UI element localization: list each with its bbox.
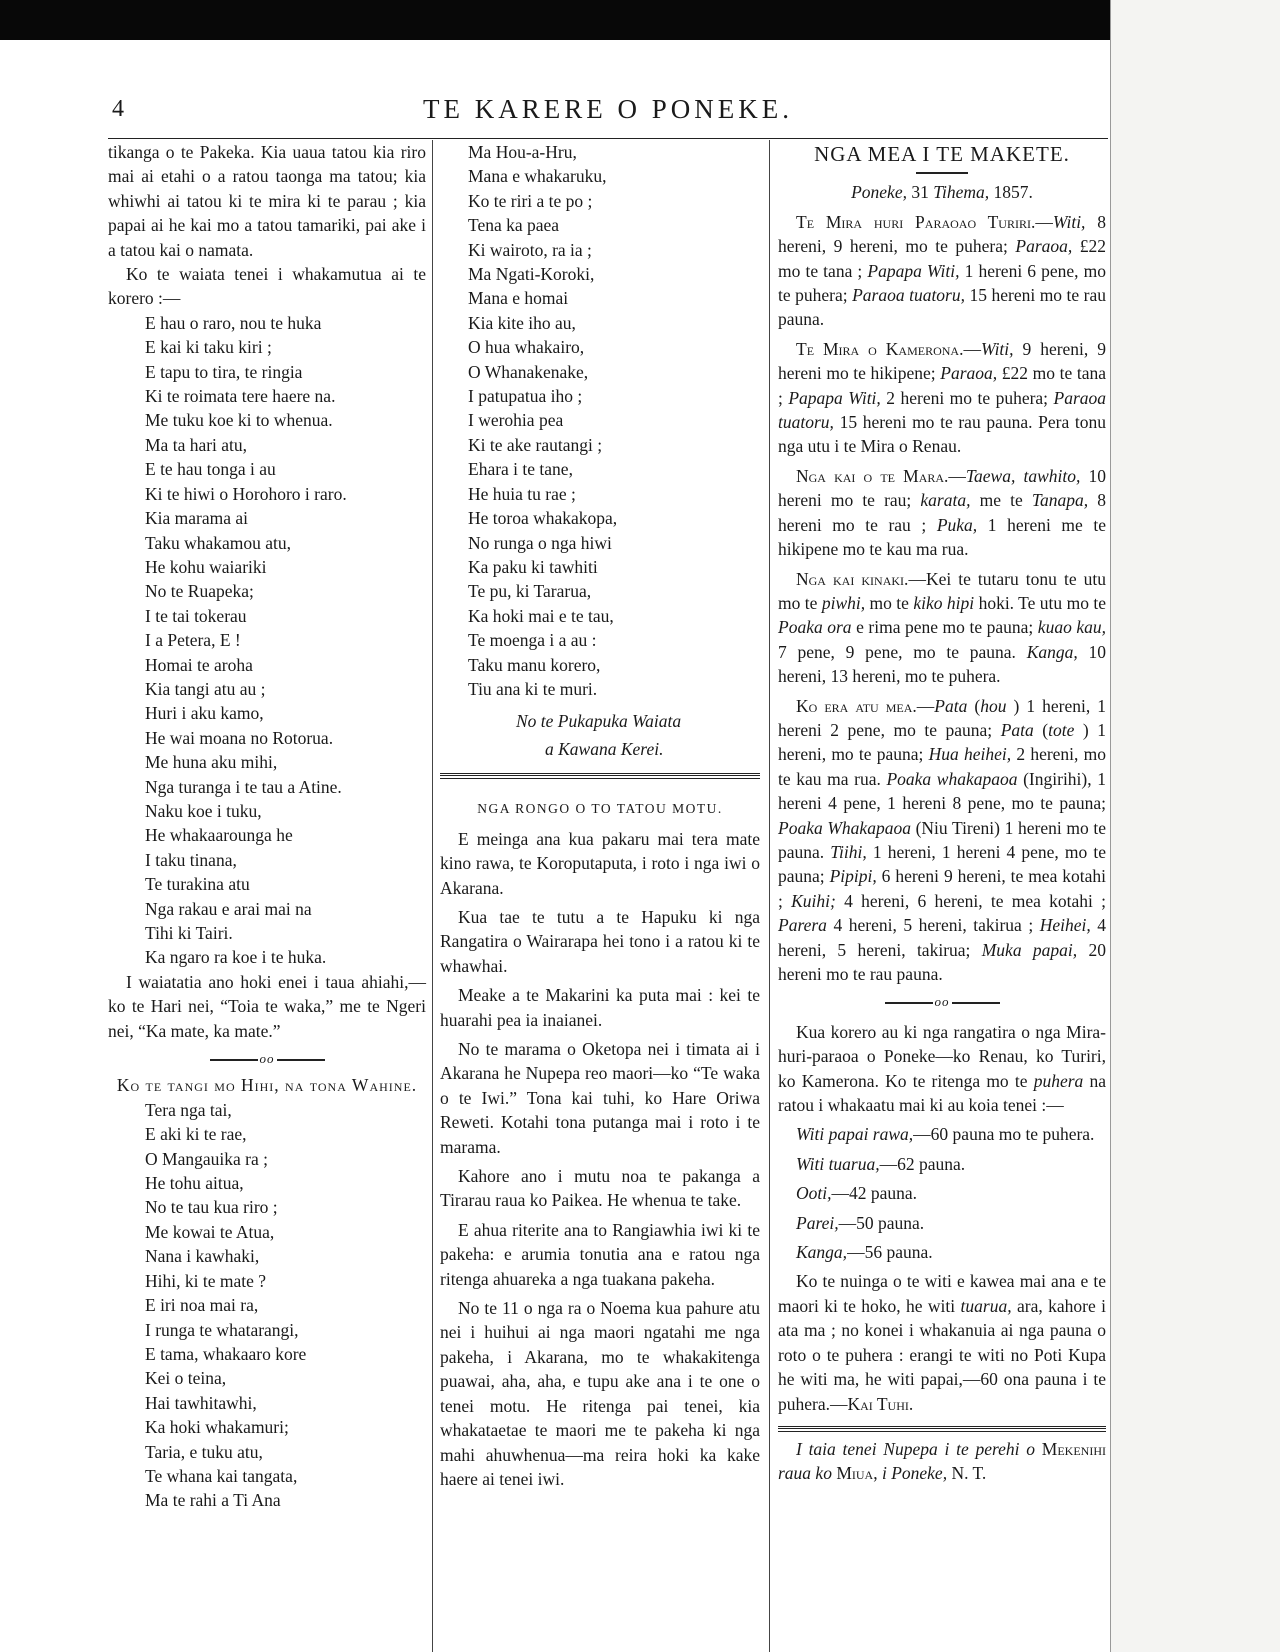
verse-line: Ka hoki whakamuri; bbox=[145, 1417, 289, 1438]
italic-text: Pipipi, bbox=[829, 866, 877, 887]
italic-text: tote bbox=[1048, 719, 1075, 740]
verse-line: Ki te ake rautangi ; bbox=[468, 434, 603, 455]
text-run: ) 1 hereni, mo te pauna; bbox=[778, 719, 1107, 765]
paragraph bbox=[778, 210, 1106, 332]
verse-line: Ko te riri a te po ; bbox=[468, 190, 593, 211]
paragraph bbox=[108, 970, 426, 1043]
text-run: 8 hereni mo te rau ; bbox=[778, 490, 1106, 535]
text-run: —62 pauna. bbox=[879, 1153, 966, 1174]
verse-line: Mana e homai bbox=[468, 288, 569, 309]
small-caps-text: Te Mira o Kamerona. bbox=[796, 338, 964, 359]
verse-line: Huri i aku kamo, bbox=[145, 703, 264, 724]
paragraph bbox=[440, 827, 760, 900]
text-run: 1857. bbox=[989, 182, 1033, 203]
italic-text: Kanga, bbox=[796, 1242, 848, 1263]
small-caps-text: Kai Tuhi. bbox=[847, 1393, 914, 1414]
italic-text: kiko hipi bbox=[913, 592, 975, 613]
italic-text: hou bbox=[980, 695, 1007, 716]
italic-text: Poaka whakapaoa bbox=[886, 768, 1018, 789]
paragraph bbox=[440, 1218, 760, 1291]
italic-text: Paraoa tuatoru, bbox=[852, 285, 965, 306]
small-caps-text: Te Mira huri Paraoao Turiri. bbox=[796, 211, 1036, 232]
verse-line: He whakaarounga he bbox=[145, 825, 293, 846]
text-run: Ko te nuinga o te witi e kawea mai ana e te maori ki te hoko, he witi bbox=[778, 1271, 1106, 1316]
masthead bbox=[108, 92, 1108, 132]
scan-page-edge bbox=[1110, 0, 1280, 1652]
verse-line: Te turakina atu bbox=[145, 874, 250, 895]
italic-text: Tanapa, bbox=[1031, 490, 1089, 511]
section-ornament: oo bbox=[778, 990, 1106, 1014]
verse-line: Ka ngaro ra koe i te huka. bbox=[145, 947, 327, 968]
paragraph bbox=[778, 567, 1106, 689]
verse-line: E te hau tonga i au bbox=[145, 459, 276, 480]
italic-text: piwhi, bbox=[821, 592, 866, 613]
verse-line: E hau o raro, nou te huka bbox=[145, 312, 322, 333]
verse-line: He toroa whakakopa, bbox=[468, 508, 618, 529]
text-run: 4 hereni, 5 hereni, takirua; bbox=[778, 915, 1106, 960]
verse-line: Taku whakamou atu, bbox=[145, 532, 292, 553]
text-run: Kahore ano i mutu noa te pakanga a Tirarau raua ko Paikea. He whenua te take. bbox=[440, 1166, 760, 1211]
verse-line: He huia tu rae ; bbox=[468, 483, 576, 504]
verse-line: Hihi, ki te mate ? bbox=[145, 1270, 267, 1291]
attribution bbox=[440, 707, 760, 763]
italic-text: Pata bbox=[1000, 719, 1034, 740]
text-run: I waiatatia ano hoki enei i taua ahiahi,—ko te Hari nei, “Toia te waka,” me te Ngeri nei, “Ka mate, ka mate.” bbox=[108, 971, 426, 1041]
verse-line: Kia marama ai bbox=[145, 508, 249, 529]
verse-line: Tera nga tai, bbox=[145, 1099, 232, 1120]
text-run: — bbox=[948, 465, 966, 486]
dateline bbox=[778, 180, 1106, 204]
verse-line: He tohu aitua, bbox=[145, 1173, 244, 1194]
text-run: £22 mo te tana ; bbox=[778, 236, 1106, 281]
italic-text: Paraoa, bbox=[940, 363, 998, 384]
italic-text: Witi tuarua, bbox=[796, 1153, 880, 1174]
verse-line: E tapu to tira, te ringia bbox=[145, 361, 303, 382]
verse-line: Kei o teina, bbox=[145, 1368, 227, 1389]
italic-text: Puka, bbox=[936, 514, 978, 535]
italic-text: Tihema, bbox=[933, 182, 990, 203]
text-run: 4 hereni, 5 hereni, takirua ; bbox=[826, 915, 1040, 936]
text-run: No te marama o Oketopa nei i timata ai i Akarana he Nupepa reo maori—ko “Te waka o te Iwi.” Tona kai tuhi, ko Hare Oriwa Reweti. Kotahi tona putanga mai i roto i te marama. bbox=[440, 1039, 760, 1157]
header-rule bbox=[108, 138, 1108, 139]
italic-text: Parera bbox=[778, 915, 827, 936]
text-run: tikanga o te Pakeka. Kia uaua tatou kia riro mai ai etahi o a ratou taonga ma tatou; kia whiwhi ai tatou ki te mira ki te parau ; kia papai ai he kai mo a tatou tamariki, pai ake i a tatou kai o namata. bbox=[108, 142, 426, 260]
text-run: 4 hereni, 6 hereni, te mea kotahi ; bbox=[835, 890, 1106, 911]
verse-line: Naku koe i tuku, bbox=[145, 800, 262, 821]
verse-line: Mana e whakaruku, bbox=[468, 166, 607, 187]
paragraph bbox=[778, 464, 1106, 562]
verse-line: E kai ki taku kiri ; bbox=[145, 337, 272, 358]
column-divider bbox=[769, 140, 770, 1652]
paragraph bbox=[778, 1020, 1106, 1118]
text-run: Meake a te Makarini ka puta mai : kei te huarahi pea ia inaianei. bbox=[440, 985, 760, 1030]
paragraph bbox=[440, 905, 760, 978]
verse-line: O hua whakairo, bbox=[468, 337, 585, 358]
verse bbox=[108, 1098, 426, 1513]
verse-line: Taku manu korero, bbox=[468, 654, 601, 675]
attribution-line: a Kawana Kerei. bbox=[545, 739, 664, 760]
paragraph bbox=[440, 983, 760, 1032]
verse-line: Tihi ki Tairi. bbox=[145, 923, 233, 943]
text-run: — bbox=[916, 695, 935, 716]
text-run: 10 hereni, 13 hereni, mo te puhera. bbox=[778, 641, 1106, 687]
paragraph bbox=[778, 1437, 1106, 1486]
verse-line: Homai te aroha bbox=[145, 654, 253, 675]
scan-top-border bbox=[0, 0, 1110, 40]
italic-text: Witi, bbox=[1052, 211, 1086, 232]
verse-line: He wai moana no Rotorua. bbox=[145, 727, 334, 748]
verse-line: No te tau kua riro ; bbox=[145, 1197, 278, 1218]
verse-line: Nga rakau e arai mai na bbox=[145, 898, 312, 919]
verse-line: Tena ka paea bbox=[468, 215, 560, 236]
italic-text: Kuihi; bbox=[791, 890, 836, 911]
verse-line: No te Ruapeka; bbox=[145, 581, 254, 602]
text-run: Ko te waiata tenei i whakamutua ai te korero :— bbox=[108, 264, 426, 309]
italic-text: Ooti, bbox=[796, 1183, 832, 1204]
verse-line: I taku tinana, bbox=[145, 849, 237, 870]
verse-line: E tama, whakaaro kore bbox=[145, 1343, 307, 1364]
italic-text: Witi papai rawa, bbox=[796, 1124, 914, 1145]
paragraph bbox=[108, 262, 426, 311]
italic-text: Heihei, bbox=[1039, 915, 1091, 936]
paragraph bbox=[778, 1240, 1106, 1264]
verse bbox=[440, 140, 760, 701]
italic-text: i Poneke, bbox=[877, 1463, 952, 1484]
verse-line: I a Petera, E ! bbox=[145, 630, 241, 651]
verse-line: Ma ta hari atu, bbox=[145, 434, 248, 455]
text-run: N. T. bbox=[951, 1463, 987, 1484]
verse-line: Ma te rahi a Ti Ana bbox=[145, 1490, 281, 1511]
text-run: 2 hereni, mo te kau ma rua. bbox=[778, 744, 1106, 789]
paragraph bbox=[778, 1152, 1106, 1176]
italic-text: Poneke, bbox=[851, 182, 907, 203]
italic-text: Parei, bbox=[796, 1212, 839, 1233]
verse-line: Me huna aku mihi, bbox=[145, 752, 278, 773]
text-run: —50 pauna. bbox=[838, 1212, 925, 1233]
verse-line: Ka paku ki tawhiti bbox=[468, 556, 598, 577]
verse-line: Tiu ana ki te muri. bbox=[468, 678, 598, 699]
text-run: E ahua riterite ana to Rangiawhia iwi ki te pakeha: e arumia tonutia ana e ratou nga ritenga ahuareka a nga tuakana pakeha. bbox=[440, 1219, 760, 1289]
verse-line: Kia kite iho au, bbox=[468, 312, 576, 333]
text-run: e rima pene mo te pauna; bbox=[851, 617, 1038, 638]
paragraph bbox=[778, 337, 1106, 459]
verse-line: Me kowai te Atua, bbox=[145, 1221, 275, 1242]
paragraph bbox=[778, 694, 1106, 987]
text-run: —42 pauna. bbox=[831, 1183, 918, 1204]
verse-line: Nana i kawhaki, bbox=[145, 1246, 260, 1267]
italic-text: raua ko bbox=[778, 1463, 837, 1484]
verse-line: O Mangauika ra ; bbox=[145, 1148, 268, 1169]
verse-line: Te whana kai tangata, bbox=[145, 1465, 298, 1486]
attribution-line: No te Pukapuka Waiata bbox=[516, 711, 682, 732]
verse-line: O Whanakenake, bbox=[468, 361, 589, 382]
text-run: 31 bbox=[906, 182, 934, 203]
section-heading: NGA RONGO O TO TATOU MOTU. bbox=[477, 801, 723, 817]
verse-line: Nga turanga i te tau a Atine. bbox=[145, 776, 342, 797]
section-ornament: oo bbox=[108, 1047, 426, 1071]
italic-text: puhera bbox=[1033, 1070, 1084, 1091]
text-run: —56 pauna. bbox=[847, 1242, 933, 1263]
text-run: ara, kahore i ata ma ; no konei i whakanuia ai nga pauna o roto o te puhera : erangi te witi no Poti Kupa he witi ma, he witi papai,—60 ona pauna i te puhera.— bbox=[778, 1295, 1106, 1414]
ornament-rule bbox=[916, 172, 968, 174]
column-divider bbox=[432, 140, 433, 1652]
text-run: 10 hereni mo te rau; bbox=[778, 465, 1106, 511]
verse-line: Taria, e tuku atu, bbox=[145, 1441, 263, 1462]
text-run: na ratou i whakaatu mai ki au koia tenei :— bbox=[778, 1070, 1106, 1116]
paragraph bbox=[778, 1122, 1106, 1146]
verse-line: I runga te whatarangi, bbox=[145, 1319, 299, 1340]
text-run: ( bbox=[1033, 719, 1049, 740]
column-2 bbox=[440, 140, 760, 1491]
small-caps-text: Miua, bbox=[836, 1463, 878, 1484]
section-heading: NGA MEA I TE MAKETE. bbox=[814, 142, 1070, 166]
text-run: 8 hereni, 9 hereni, mo te puhera; bbox=[778, 211, 1107, 257]
column-3 bbox=[778, 140, 1106, 1486]
verse-line: Ma Ngati-Koroki, bbox=[468, 264, 595, 285]
text-run: 20 hereni mo te rau pauna. bbox=[778, 939, 1106, 984]
page-number: 4 bbox=[112, 96, 124, 122]
column-1 bbox=[108, 140, 426, 1513]
italic-text: Kanga, bbox=[1026, 641, 1078, 662]
paragraph bbox=[108, 140, 426, 262]
italic-text: karata, bbox=[920, 490, 971, 511]
text-run: No te 11 o nga ra o Noema kua pahure atu nei i huihui ai nga maori ngatahi me nga pakeha, i Akarana, mo te whakakitenga puawai, aha, aha, e tupu ake ana i te one o tenei motu. He ritenga pai tenei, kia whakataetae te maori me te pakeha ki nga mahi ahuwhenua—ma reira hoki ka kake haere ai tenei iwi. bbox=[440, 1298, 760, 1489]
text-run: 2 hereni mo te puhera; bbox=[880, 387, 1054, 408]
verse-line: Hai tawhitawhi, bbox=[145, 1392, 257, 1413]
verse-line: E aki ki te rae, bbox=[145, 1124, 247, 1145]
section-heading: Ko te tangi mo Hihi, na tona Wahine. bbox=[116, 1075, 418, 1096]
double-rule bbox=[440, 773, 760, 779]
verse-line: Kia tangi atu au ; bbox=[145, 678, 266, 699]
verse-line: No runga o nga hiwi bbox=[468, 532, 612, 553]
italic-text: tuarua, bbox=[960, 1295, 1012, 1316]
small-caps-text: Ko era atu mea. bbox=[796, 695, 917, 716]
small-caps-text: Nga kai o te Mara. bbox=[796, 465, 949, 486]
text-run: (Ingirihi), 1 hereni 4 pene, 1 hereni 8 pene, mo te pauna; bbox=[778, 768, 1106, 814]
italic-text: Poaka ora bbox=[778, 617, 852, 638]
italic-text: Papapa Witi, bbox=[867, 260, 960, 281]
paragraph bbox=[440, 1296, 760, 1491]
text-run: 1 hereni, 1 hereni 4 pene, mo te pauna; bbox=[778, 841, 1106, 887]
verse-line: E iri noa mai ra, bbox=[145, 1295, 259, 1316]
verse-line: I patupatua iho ; bbox=[468, 386, 583, 407]
italic-text: Muka papai, bbox=[981, 939, 1078, 960]
text-run: (Niu Tireni) 1 hereni mo te pauna. bbox=[778, 817, 1106, 862]
text-run: 1 hereni me te hikipene mo te kau ma rua. bbox=[778, 514, 1106, 560]
text-run: Kua korero au ki nga rangatira o nga Mira-huri-paraoa o Poneke—ko Renau, ko Turiri, ko Kamerona. Ko te ritenga mo te bbox=[778, 1021, 1106, 1091]
italic-text: Hua heihei, bbox=[928, 744, 1012, 765]
text-run: ) 1 hereni, 1 hereni 2 pene, mo te pauna; bbox=[778, 695, 1106, 740]
paragraph bbox=[778, 1211, 1106, 1235]
verse-line: Te moenga i a au : bbox=[468, 630, 597, 651]
paragraph bbox=[778, 1269, 1106, 1415]
text-run: £22 mo te tana ; bbox=[778, 363, 1107, 408]
italic-text: Paraoa tuatoru, bbox=[778, 387, 1106, 433]
verse-line: Me tuku koe ki to whenua. bbox=[145, 410, 333, 431]
small-caps-text: Mekenihi bbox=[1041, 1438, 1106, 1459]
text-run: mo te bbox=[865, 592, 914, 613]
text-run: 9 hereni, 9 hereni mo te hikipene; bbox=[778, 338, 1106, 384]
italic-text: Pata bbox=[934, 695, 968, 716]
verse-line: I werohia pea bbox=[468, 410, 564, 431]
verse-line: I te tai tokerau bbox=[145, 605, 247, 626]
text-run: — bbox=[1035, 211, 1053, 232]
verse bbox=[108, 311, 426, 970]
text-run: —60 pauna mo te puhera. bbox=[913, 1124, 1095, 1145]
small-caps-text: Nga kai kinaki. bbox=[796, 568, 909, 589]
verse-line: Ka hoki mai e te tau, bbox=[468, 605, 614, 626]
double-rule bbox=[778, 1426, 1106, 1432]
italic-text: Paraoa, bbox=[1015, 236, 1073, 257]
text-run: 7 pene, 9 pene, mo te pauna. bbox=[778, 641, 1027, 662]
verse-line: Ehara i te tane, bbox=[468, 459, 573, 480]
italic-text: Witi, bbox=[980, 338, 1014, 359]
paragraph bbox=[440, 1037, 760, 1159]
verse-line: Te pu, ki Tararua, bbox=[468, 581, 592, 602]
text-run: ( bbox=[967, 695, 981, 716]
paragraph bbox=[778, 1181, 1106, 1205]
text-run: me te bbox=[970, 490, 1032, 511]
text-run: 6 hereni 9 hereni, te mea kotahi ; bbox=[778, 866, 1107, 911]
text-run: 15 hereni mo te rau pauna. Pera tonu nga utu i te Mira o Renau. bbox=[778, 412, 1106, 457]
verse-line: Ki te hiwi o Horohoro i raro. bbox=[145, 483, 347, 504]
italic-text: Poaka Whakapaoa bbox=[778, 817, 911, 838]
text-run: E meinga ana kua pakaru mai tera mate kino rawa, te Koroputaputa, i roto i nga iwi o Akarana. bbox=[440, 828, 760, 898]
verse-line: Ma Hou-a-Hru, bbox=[468, 142, 577, 162]
text-run: —Kei te tutaru tonu te utu mo te bbox=[778, 568, 1106, 613]
paragraph bbox=[440, 1164, 760, 1213]
italic-text: Taewa, tawhito, bbox=[965, 465, 1081, 486]
text-run: 15 hereni mo te rau pauna. bbox=[778, 285, 1107, 330]
italic-text: Tiihi, bbox=[830, 841, 867, 862]
text-run: Kua tae te tutu a te Hapuku ki nga Rangatira o Wairarapa hei tono i a ratou ki te whawhai. bbox=[440, 906, 760, 976]
text-run: 1 hereni 6 pene, mo te puhera; bbox=[778, 260, 1106, 306]
text-run: — bbox=[963, 338, 981, 359]
italic-text: I taia tenei Nupepa i te perehi o bbox=[796, 1438, 1042, 1459]
verse-line: He kohu waiariki bbox=[145, 556, 267, 577]
verse-line: Ki te roimata tere haere na. bbox=[145, 386, 336, 407]
text-run: hoki. Te utu mo te bbox=[974, 592, 1106, 613]
italic-text: Papapa Witi, bbox=[788, 387, 881, 408]
newspaper-title: TE KARERE O PONEKE. bbox=[423, 94, 793, 124]
verse-line: Ki wairoto, ra ia ; bbox=[468, 239, 592, 260]
italic-text: kuao kau, bbox=[1037, 617, 1106, 638]
